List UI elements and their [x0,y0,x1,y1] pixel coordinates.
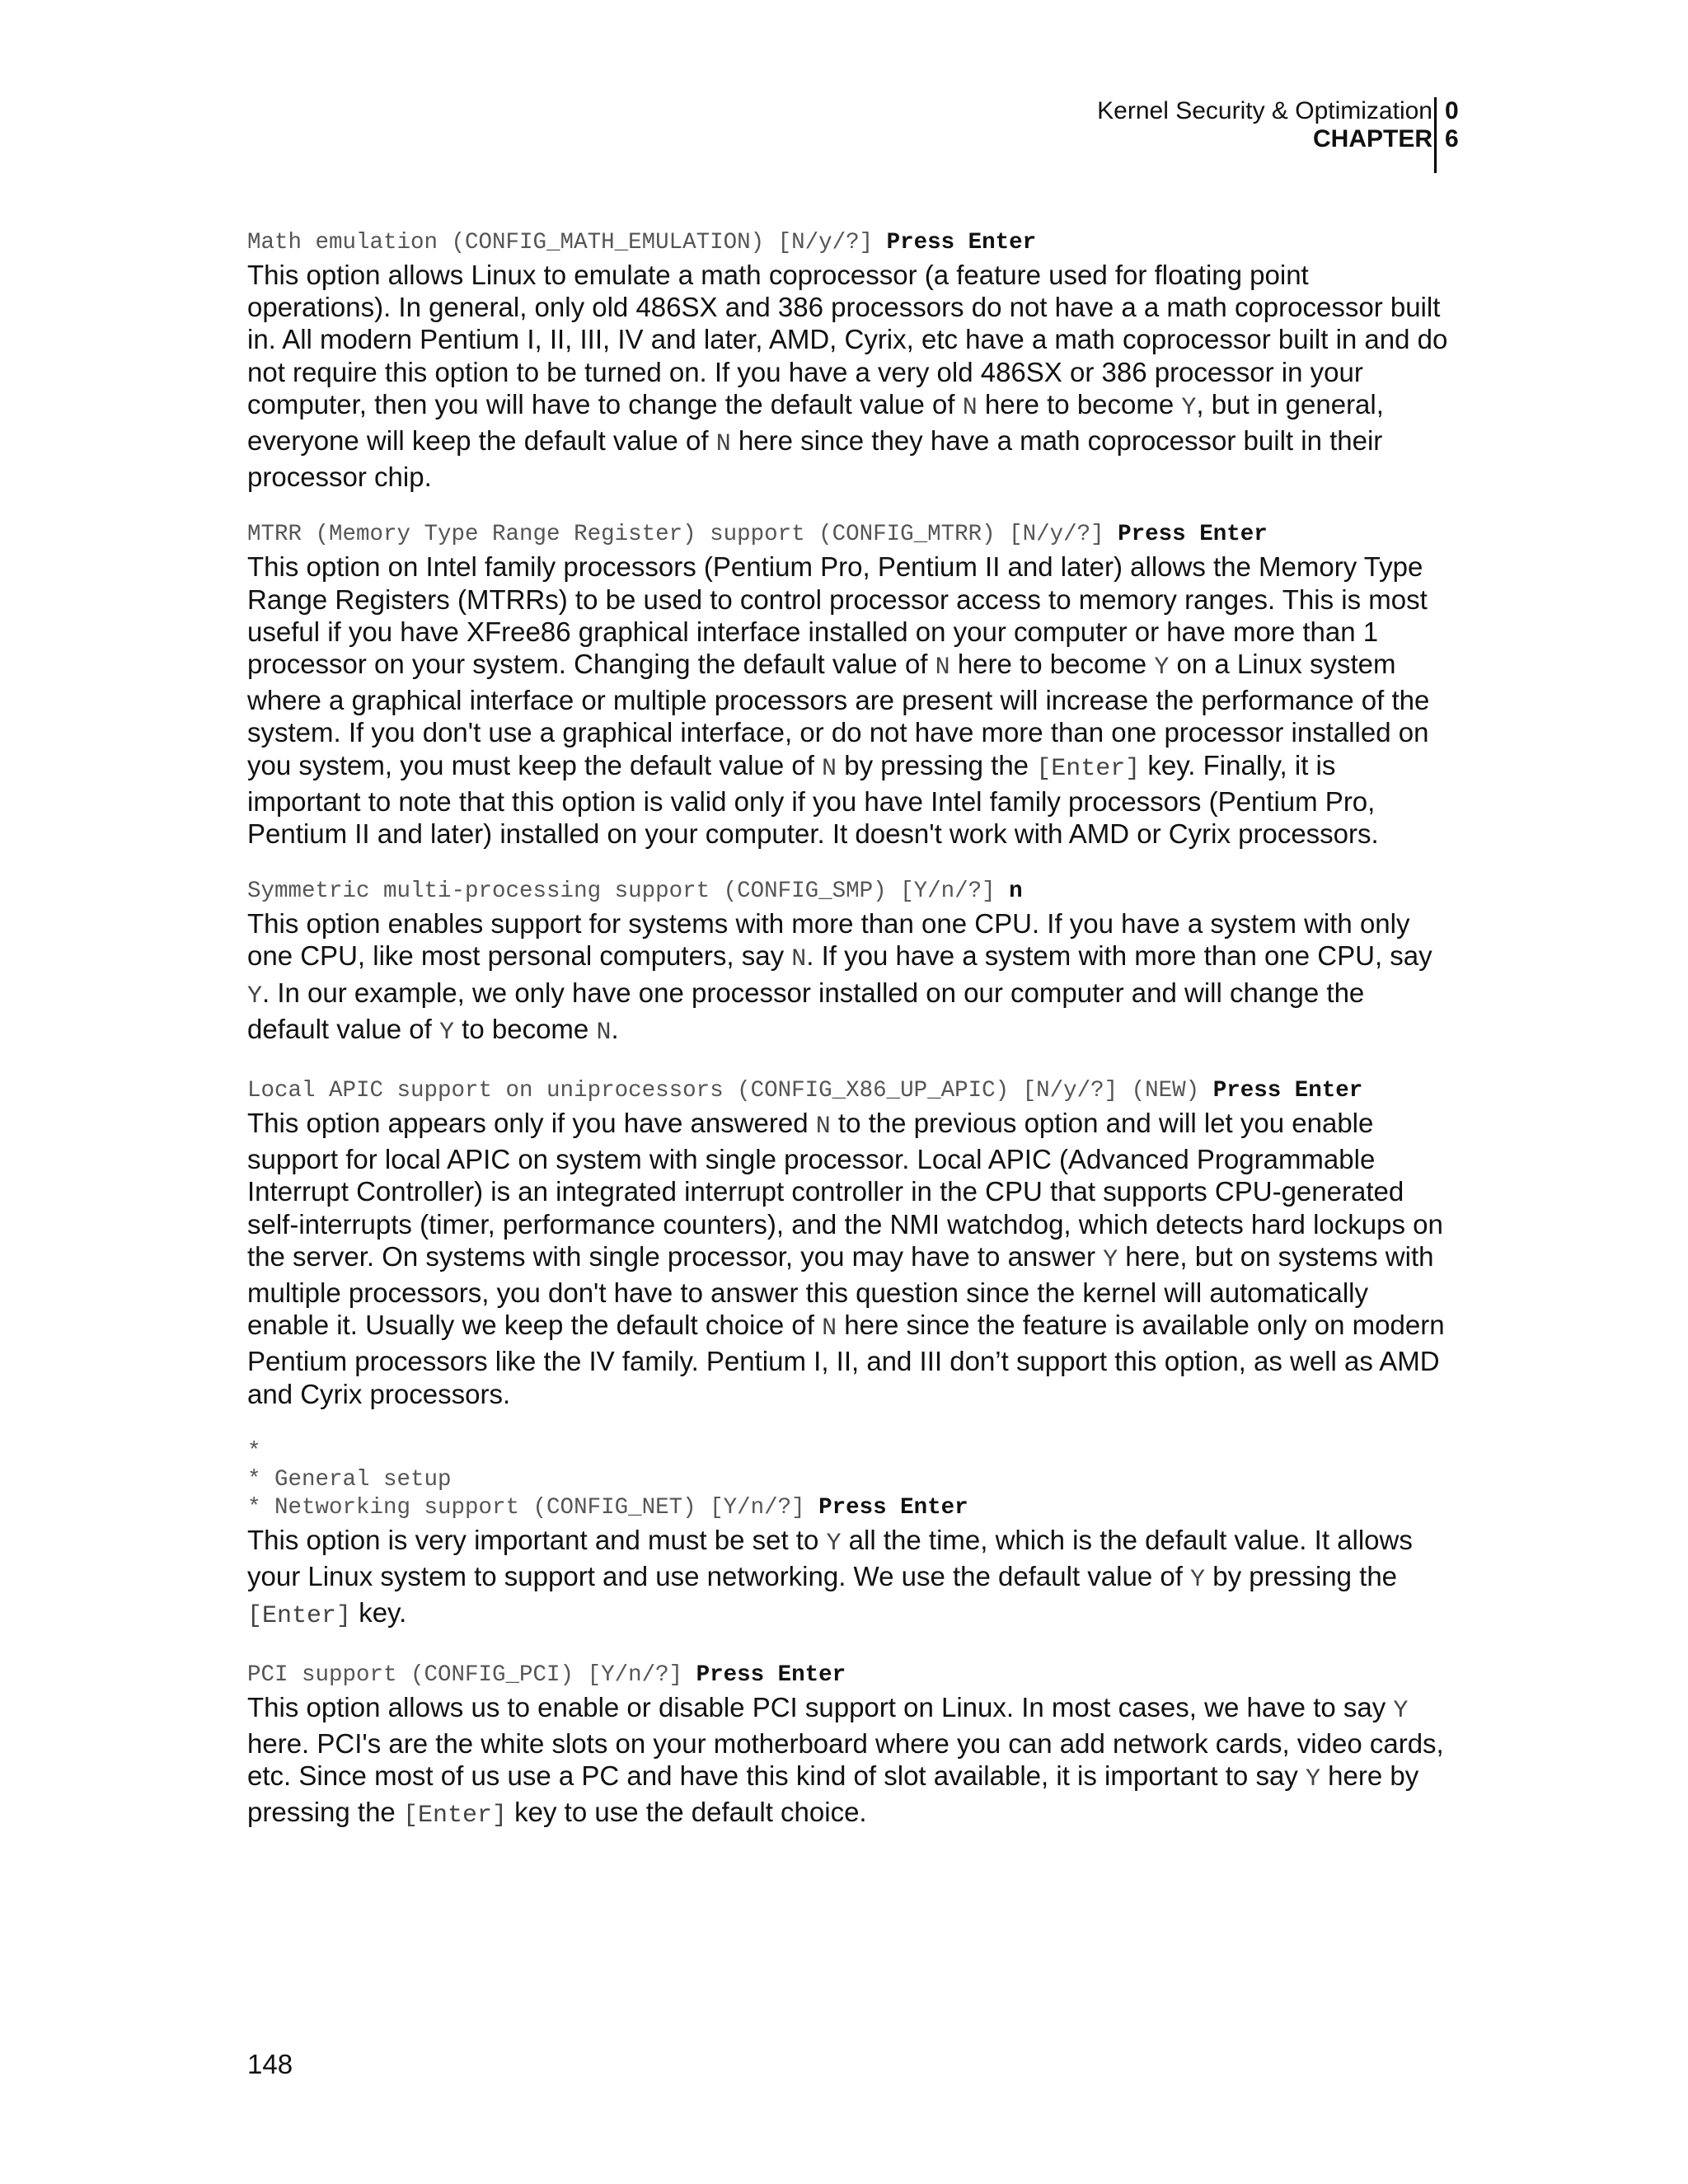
code-value: N [822,1315,837,1343]
text: here since the feature is available only on modern Pentium processors like the IV family. Pentium I, II, and III don’t support this option, as well as AMD and Cyrix processors. [247,1310,1445,1409]
config-action: Press Enter [818,1494,968,1521]
text: by pressing the [837,749,1037,780]
config-line [247,521,1451,549]
code-value: N [935,654,950,682]
text: This option enables support for systems with more than one CPU. If you have a system with only one CPU, like most personal computers, say [247,908,1410,972]
paragraph [247,1524,1451,1633]
text: , but in general, everyone will keep the default value of [247,388,1384,457]
text: here to become [950,649,1155,680]
paragraph [247,1107,1451,1410]
text: all the time, which is the default value. It allows your Linux system to support and use networking. We use the default value of [247,1524,1413,1592]
paragraph [247,259,1451,493]
config-action: n [1009,879,1023,905]
text: This option appears only if you have answered [247,1108,816,1139]
text: key. Finally, it is important to note that this option is valid only if you have Intel family processors (Pentium Pro, Pentium II and later) installed on your computer. It doesn't work with AMD or Cyrix processors. [247,749,1379,850]
config-section-mtrr [247,521,1451,850]
section-heading: * General setup [247,1466,452,1493]
config-action: Press Enter [886,230,1037,255]
code-value: Y [1190,1566,1206,1595]
code-value: Y [1181,393,1197,422]
page-number: 148 [247,2049,293,2079]
config-text: Symmetric multi-processing support (CONFIG_SMP) [Y/n/?] [247,879,1010,905]
text: This option allows us to enable or disable PCI support on Linux. In most cases, we have to say [247,1691,1394,1722]
text: here to become [977,388,1182,419]
star-line: * [247,1438,261,1465]
chapter-number-top: 0 [1445,97,1459,124]
text: . In our example, we only have one processor installed on our computer and will change the default value of [247,977,1365,1044]
code-value: Y [1305,1765,1320,1793]
text: here by pressing the [247,1760,1419,1828]
config-section-smp [247,878,1451,1049]
paragraph [247,551,1451,850]
config-section-math-emulation [247,229,1451,493]
text: here since they have a math coprocessor built in their processor chip. [247,425,1383,493]
text: to the previous option and will let you enable support for local APIC on system with single processor. Local APIC (Advanced Programmable Interrupt Controller) is an integrated interrupt controller in the CPU that supports CPU-generated self-interrupts (timer, performance counters), and the NMI watchdog, which detects hard lockups on the server. On systems with single processor, you may have to answer [247,1108,1443,1272]
code-value: [Enter] [1036,754,1141,783]
code-value: N [815,1113,831,1141]
code-value: Y [1393,1696,1409,1725]
config-line [247,1077,1451,1105]
code-value: Y [247,982,263,1010]
text: This option is very important and must be set to [247,1524,827,1555]
general-setup-section [247,1438,1451,1633]
text: here. PCI's are the white slots on your motherboard where you can add network cards, video cards, etc. Since most of us use a PC and have this kind of slot available, it is important to say [247,1727,1444,1791]
text: This option on Intel family processors (Pentium Pro, Pentium II and later) allows the Memory Type Range Registers (MTRRs) to be used to control processor access to memory ranges. This is most useful if you have XFree86 graphical interface installed on your computer or have more than 1 processor on your system. Changing the default value of [247,551,1428,680]
paragraph [247,1691,1451,1833]
config-text: * Networking support (CONFIG_NET) [Y/n/?] [247,1494,819,1521]
code-value: N [715,430,731,459]
code-value: Y [439,1018,455,1047]
text: key to use the default choice. [506,1797,867,1828]
config-line [247,1661,1451,1690]
config-action: Press Enter [696,1661,846,1688]
config-action: Press Enter [1212,1078,1363,1104]
config-line [247,229,1451,257]
config-section-pci [247,1661,1451,1833]
text: on a Linux system where a graphical interface or multiple processors are present will increase the performance of the system. If you don't use a graphical interface, or do not have more than one processor installed on you system, you must keep the default value of [247,649,1430,780]
running-header [1097,97,1432,153]
chapter-number [1434,97,1459,173]
code-value: [Enter] [247,1602,352,1631]
config-text: Local APIC support on uniprocessors (CONFIG_X86_UP_APIC) [N/y/?] (NEW) [247,1078,1213,1104]
text: here, but on systems with multiple processors, you don't have to answer this question since the kernel will automatically enable it. Usually we keep the default choice of [247,1240,1434,1341]
header-title: Kernel Security & Optimization [1097,97,1432,124]
code-value: N [962,393,978,422]
code-value: N [822,754,837,783]
code-value: Y [1103,1245,1118,1274]
header-chapter-label: CHAPTER [1312,125,1432,152]
text: . If you have a system with more than one CPU, say [806,940,1432,972]
text: to become [454,1013,597,1044]
code-value: N [596,1018,612,1047]
config-text: PCI support (CONFIG_PCI) [Y/n/?] [247,1661,696,1688]
chapter-number-bottom: 6 [1445,125,1459,152]
config-section-local-apic [247,1077,1451,1410]
config-action: Press Enter [1118,522,1268,548]
text: This option allows Linux to emulate a math coprocessor (a feature used for floating point operations). In general, only old 486SX and 386 processors do not have a a math coprocessor built in. All modern Pentium I, II, III, IV and later, AMD, Cyrix, etc have a math coprocessor built in and do not require this option to be turned on. If you have a very old 486SX or 386 processor in your computer, then you will have to change the default value of [247,260,1448,419]
code-value: N [791,945,807,974]
text: key. [351,1597,407,1629]
text: . [611,1013,619,1044]
text: by pressing the [1205,1561,1398,1592]
config-text: Math emulation (CONFIG_MATH_EMULATION) [N/y/?] [247,230,887,255]
config-text: MTRR (Memory Type Range Register) support (CONFIG_MTRR) [N/y/?] [247,522,1118,548]
code-value: Y [826,1529,842,1558]
code-value: [Enter] [402,1802,507,1830]
config-line [247,1494,1451,1522]
paragraph [247,907,1451,1049]
config-line [247,878,1451,906]
page-body [247,229,1451,1860]
code-value: Y [1154,654,1170,682]
